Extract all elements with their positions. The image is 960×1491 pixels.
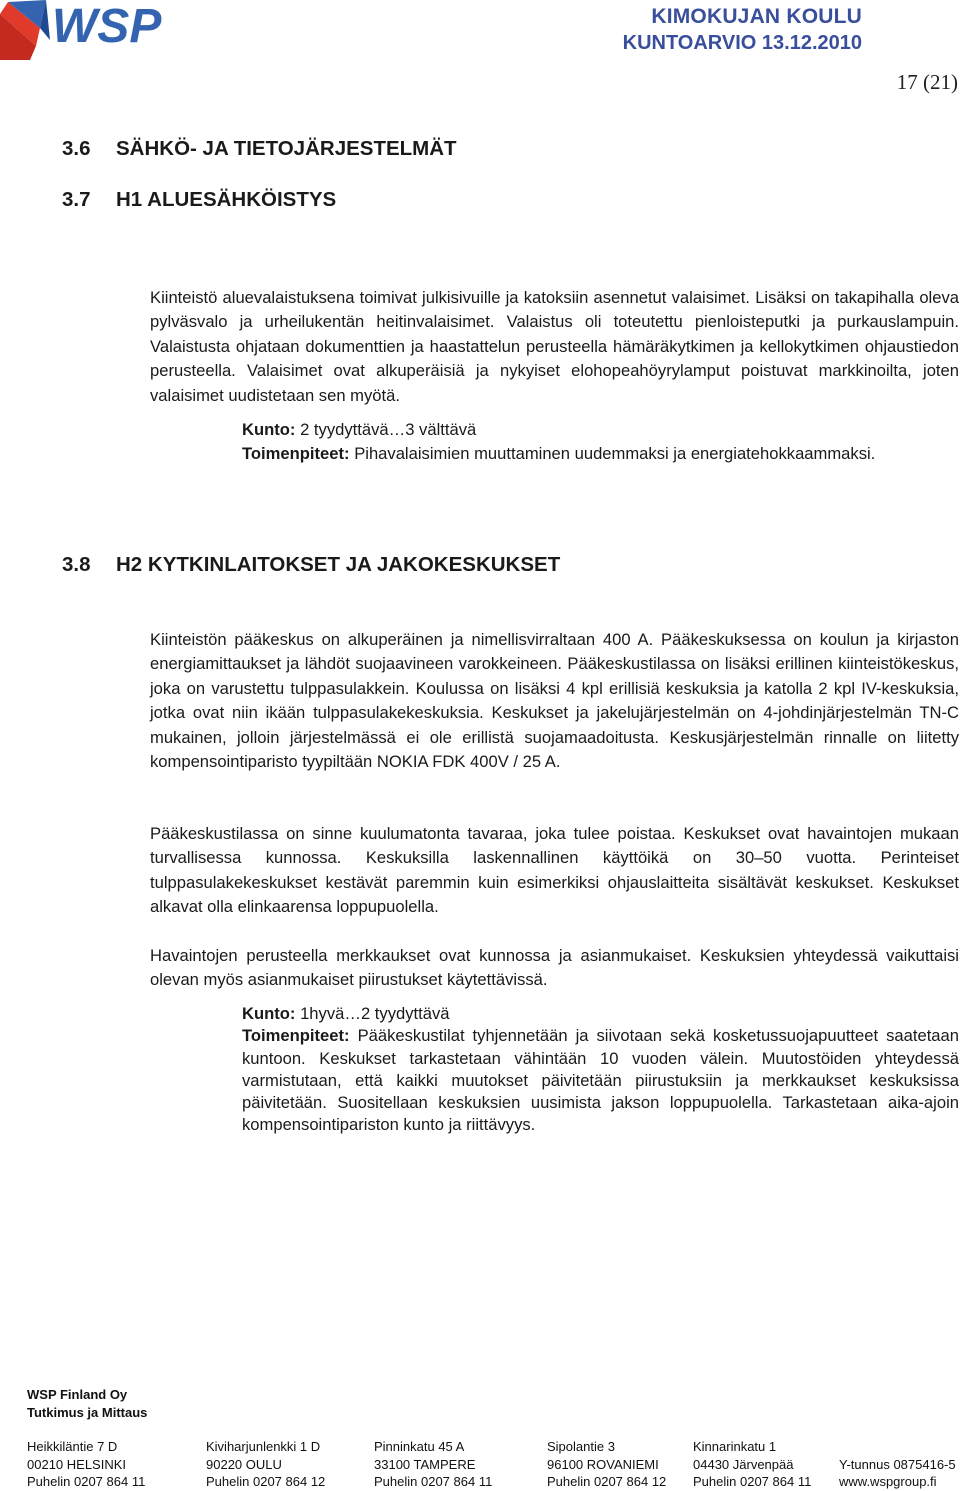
paragraph-3-8-1: Kiinteistön pääkeskus on alkuperäinen ja nimellisvirraltaan 400 A. Pääkeskuksessa on koulun ja kirjaston energiamittaukset ja lähdöt suojaavineen varokkeineen. Pääkeskustilassa on lisäksi erillinen kiinteistökeskus, joka on varustettu tulppasulakkein. Koulussa on lisäksi 4 kpl erillisiä keskuksia ja katolla 2 kpl IV-keskuksia, jotka ovat niin ikään tulppasulakekeskuksia. Keskukset ja jakelujärjestelmän on 4-johdinjärjestelmän TN-C mukainen, jolloin järjestelmässä ei ole erillistä suojamaadoitusta. Keskusjärjestelmän rinnalle on liitetty kompensointiparisto tyypiltään NOKIA FDK 400V / 25 A. — [150, 630, 959, 772]
kunto-label: Kunto: — [242, 420, 296, 439]
footer-office-tampere — [374, 1438, 492, 1491]
office-city: 33100 TAMPERE — [374, 1456, 476, 1472]
office-street: Kiviharjunlenkki 1 D — [206, 1439, 321, 1454]
condition-3-8 — [242, 1003, 959, 1137]
paragraph-3-8-2: Pääkeskustilassa on sinne kuulumatonta tavaraa, joka tulee poistaa. Keskukset ovat havaintojen mukaan turvallisessa kunnossa. Keskuksilla laskennallinen käyttöikä on 30–50 vuotta. Perinteiset tulppasulakekeskukset kestävät paremmin kuin esimerkiksi ohjauslaitteita sisältävät keskukset. Keskukset alkavat olla elinkaarensa loppupuolella. — [150, 824, 959, 917]
page-number: 17 (21) — [896, 70, 958, 94]
paragraph-3-8-3: Havaintojen perusteella merkkaukset ovat kunnossa ja asianmukaiset. Keskuksien yhteydessä vaikuttaisi olevan myös asianmukaiset piirustukset käytettävissä. — [150, 946, 959, 990]
heading-text: SÄHKÖ- JA TIETOJÄRJESTELMÄT — [116, 137, 457, 160]
footer-company-block — [27, 1386, 147, 1421]
footer-unit: Tutkimus ja Mittaus — [27, 1404, 148, 1420]
paragraph-3-7: Kiinteistö aluevalaistuksena toimivat julkisivuille ja katoksiin asennetut valaisimet. Lisäksi on takapihalla oleva pylväsvalo ja urheilukentän heitinvalaisimet. Valaistus oli toteutettu pienloisteputki ja purkauslampuin. Valaistusta ohjataan dokumenttien ja haastattelun perusteella hämäräkytkimen ja kellokytkimen ohjaustiedon perusteella. Valaisimet ovat alkuperäisiä ja nykyiset elohopeahöyrylamput poistuvat markkinoilta, joten valaisimet uudistetaan sen myötä. — [150, 288, 959, 405]
footer-office-rovaniemi — [547, 1438, 666, 1491]
business-id: Y-tunnus 0875416-5 — [839, 1456, 956, 1472]
heading-number: 3.6 — [62, 137, 91, 160]
office-street: Pinninkatu 45 A — [374, 1439, 465, 1454]
footer-office-helsinki — [27, 1438, 145, 1491]
document-subtitle: KUNTOARVIO 13.12.2010 — [622, 32, 862, 54]
office-city: 90220 OULU — [206, 1456, 282, 1472]
footer-company: WSP Finland Oy — [27, 1387, 128, 1402]
footer-office-oulu — [206, 1438, 325, 1491]
office-phone: Puhelin 0207 864 12 — [206, 1474, 326, 1489]
toimenpiteet-label: Toimenpiteet: — [242, 1026, 350, 1046]
heading-3-6 — [62, 137, 457, 161]
office-phone: Puhelin 0207 864 11 — [27, 1474, 146, 1489]
kunto-label: Kunto: — [242, 1004, 296, 1023]
heading-text: H2 KYTKINLAITOKSET JA JAKOKESKUKSET — [116, 553, 561, 576]
office-phone: Puhelin 0207 864 11 — [374, 1474, 493, 1489]
office-city: 04430 Järvenpää — [693, 1456, 794, 1472]
office-city: 96100 ROVANIEMI — [547, 1456, 659, 1472]
kunto-value: 2 tyydyttävä…3 välttävä — [300, 420, 477, 439]
heading-number: 3.7 — [62, 188, 91, 211]
office-phone: Puhelin 0207 864 12 — [547, 1474, 667, 1489]
document-title: KIMOKUJAN KOULU — [651, 5, 862, 28]
logo-wordmark: WSP — [52, 0, 162, 53]
website-link[interactable]: www.wspgroup.fi — [839, 1474, 937, 1489]
kunto-value: 1hyvä…2 tyydyttävä — [300, 1004, 450, 1023]
footer-office-jarvenpaa — [693, 1438, 811, 1491]
heading-3-8 — [62, 553, 560, 577]
toimenpiteet-value: Pääkeskustilat tyhjennetään ja siivotaan sekä kosketussuojapuutteet saatetaan kuntoon. Keskukset tarkastetaan vähintään 10 vuoden välein. Muutostöiden yhteydessä varmistutaan, että kaikki muutokset päivitetään piirustuksiin ja merkkaukset keskuksissa päivitetään. Suositellaan keskuksien uusimista jakson loppupuolella. Tarkastetaan aika-ajoin kompensointipariston kunto ja riittävyys. — [242, 1026, 959, 1135]
toimenpiteet-value: Pihavalaisimien muuttaminen uudemmaksi ja energiatehokkaammaksi. — [354, 444, 876, 464]
heading-number: 3.8 — [62, 553, 91, 576]
office-street: Heikkiläntie 7 D — [27, 1439, 118, 1454]
office-street: Kinnarinkatu 1 — [693, 1439, 777, 1454]
footer-ids — [839, 1456, 956, 1491]
office-street: Sipolantie 3 — [547, 1439, 615, 1454]
condition-3-7 — [242, 418, 959, 467]
wsp-logo — [0, 0, 192, 62]
office-city: 00210 HELSINKI — [27, 1456, 127, 1472]
office-phone: Puhelin 0207 864 11 — [693, 1474, 812, 1489]
heading-3-7 — [62, 188, 336, 212]
toimenpiteet-label: Toimenpiteet: — [242, 444, 350, 464]
heading-text: H1 ALUESÄHKÖISTYS — [116, 188, 337, 211]
